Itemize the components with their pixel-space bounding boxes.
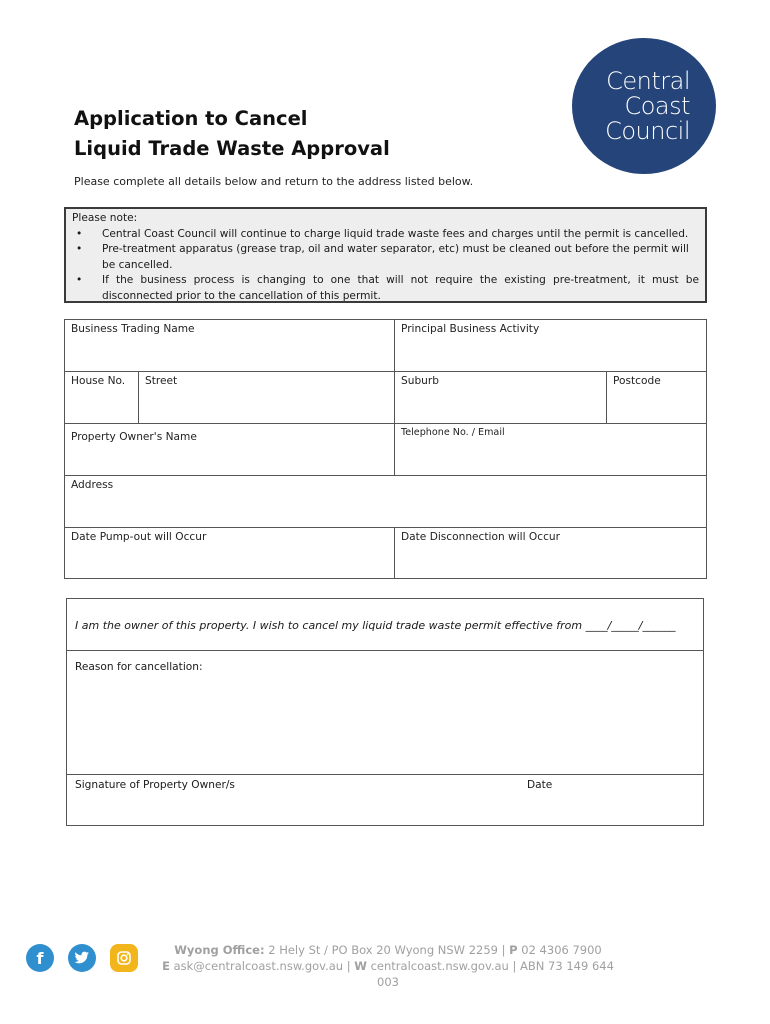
street-field[interactable] <box>139 372 395 424</box>
suburb-field[interactable] <box>395 372 607 424</box>
web-label: W <box>354 959 367 973</box>
date-pumpout-field[interactable] <box>65 528 395 578</box>
house-no-field[interactable] <box>65 372 139 424</box>
principal-business-activity-label: Principal Business Activity <box>401 323 540 335</box>
office-address: 2 Hely St / PO Box 20 Wyong NSW 2259 | <box>268 943 506 957</box>
declaration-box <box>66 598 704 826</box>
postcode-label: Postcode <box>613 375 661 387</box>
address-label: Address <box>71 479 114 491</box>
business-trading-name-field[interactable] <box>65 320 395 372</box>
telephone-email-field[interactable] <box>395 424 706 476</box>
postcode-field[interactable] <box>607 372 706 424</box>
note-item-1: • Central Coast Council will continue to charge liquid trade waste fees and charges until the permit is cancelled. <box>72 227 699 243</box>
instagram-icon[interactable] <box>110 944 138 972</box>
note-item-3: • If the business process is changing to one that will not require the existing pre-treatment, it must be disconnected prior to the cancellation of this permit. <box>72 273 699 304</box>
email-address[interactable]: ask@centralcoast.nsw.gov.au | <box>173 959 351 973</box>
note-box <box>64 207 707 303</box>
owner-statement-text: I am the owner of this property. I wish to cancel my liquid trade waste permit effective from ____/_____/______ <box>75 619 676 632</box>
reason-label: Reason for cancellation: <box>75 661 203 673</box>
date-label: Date <box>527 779 553 791</box>
website-and-abn[interactable]: centralcoast.nsw.gov.au | ABN 73 149 644 003 <box>370 959 614 989</box>
date-pumpout-label: Date Pump-out will Occur <box>71 531 207 543</box>
phone-label: P <box>509 943 518 957</box>
date-disconnection-field[interactable] <box>395 528 706 578</box>
facebook-icon[interactable]: f <box>26 944 54 972</box>
property-owner-name-field[interactable] <box>65 424 395 476</box>
intro-text: Please complete all details below and return to the address listed below. <box>74 175 474 188</box>
phone-number: 02 4306 7900 <box>521 943 602 957</box>
house-no-label: House No. <box>71 375 126 387</box>
footer-line-2 <box>150 958 626 990</box>
principal-business-activity-field[interactable] <box>395 320 706 372</box>
page-title <box>74 104 390 164</box>
date-disconnection-label: Date Disconnection will Occur <box>401 531 560 543</box>
footer-contact <box>150 942 626 990</box>
address-field[interactable] <box>65 476 706 528</box>
details-form <box>64 319 707 579</box>
email-label: E <box>162 959 170 973</box>
owner-statement[interactable] <box>67 599 703 651</box>
business-trading-name-label: Business Trading Name <box>71 323 195 335</box>
title-line-2: Liquid Trade Waste Approval <box>74 137 390 160</box>
logo-line-1: Central <box>606 66 690 95</box>
council-logo <box>572 38 716 174</box>
note-item-2: • Pre-treatment apparatus (grease trap, oil and water separator, etc) must be cleaned out before the permit will be cancelled. <box>72 242 699 273</box>
footer-line-1 <box>150 942 626 958</box>
logo-line-3: Council <box>605 116 690 145</box>
title-line-1: Application to Cancel <box>74 107 308 130</box>
signature-label: Signature of Property Owner/s <box>75 779 235 791</box>
signature-row[interactable] <box>67 774 703 826</box>
suburb-label: Suburb <box>401 375 439 387</box>
logo-line-2: Coast <box>624 91 690 120</box>
property-owner-name-label: Property Owner's Name <box>71 431 197 443</box>
twitter-icon[interactable] <box>68 944 96 972</box>
telephone-email-label: Telephone No. / Email <box>401 427 505 438</box>
street-label: Street <box>145 375 178 387</box>
office-label: Wyong Office: <box>174 943 265 957</box>
note-heading: Please note: <box>72 212 138 224</box>
